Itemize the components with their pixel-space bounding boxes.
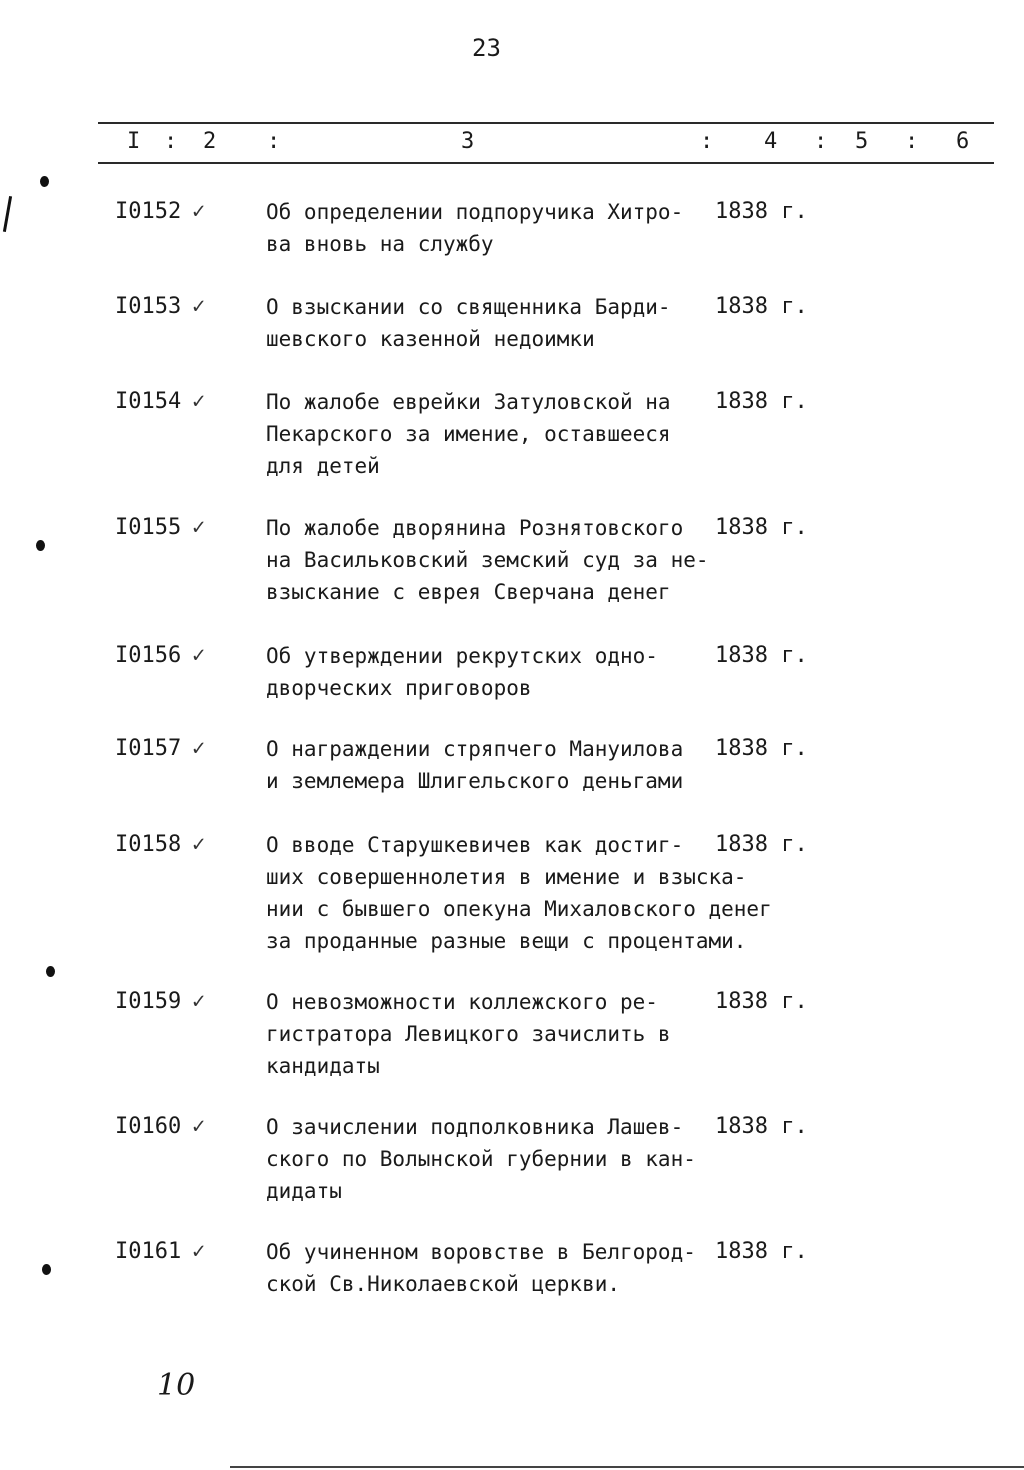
file-description: Об определении подпоручика Хитро- ва вновь на службу	[266, 200, 684, 256]
table-row	[0, 1111, 1024, 1231]
checkmark-icon: ✓	[192, 389, 206, 414]
column-header-6: 6	[956, 129, 970, 154]
file-year: 1838 г.	[715, 389, 808, 414]
file-description: Об учиненном воровстве в Белгород- ской Св.Николаевской церкви.	[266, 1240, 696, 1296]
table-header-bottom-rule	[98, 162, 994, 164]
file-year: 1838 г.	[715, 515, 808, 540]
column-header-1: I	[127, 129, 141, 154]
file-description: О награждении стряпчего Мануилова и землемера Шлигельского деньгами	[266, 737, 684, 793]
file-description: О невозможности коллежского ре- гистратора Левицкого зачислить в кандидаты	[266, 990, 671, 1078]
column-separator: :	[814, 129, 828, 154]
column-header-3: 3	[461, 129, 475, 154]
checkmark-icon: ✓	[192, 515, 206, 540]
file-description: О взыскании со священника Барди- шевского казенной недоимки	[266, 295, 671, 351]
file-number: I0159	[115, 989, 182, 1014]
file-year: 1838 г.	[715, 1114, 808, 1139]
file-number: I0155	[115, 515, 182, 540]
binder-hole-mark	[36, 540, 45, 551]
file-number: I0161	[115, 1239, 182, 1264]
file-year: 1838 г.	[715, 832, 808, 857]
file-number: I0160	[115, 1114, 182, 1139]
binder-hole-mark	[42, 1264, 51, 1275]
table-row	[0, 512, 1024, 632]
checkmark-icon: ✓	[192, 736, 206, 761]
file-description: О зачислении подполковника Лашев- ского по Волынской губернии в кан- дидаты	[266, 1115, 696, 1203]
binder-hole-mark	[46, 966, 55, 977]
handwritten-annotation: 10	[157, 1368, 196, 1403]
file-description: По жалобе дворянина Рознятовского на Васильковский земский суд за не- взыскание с еврея Сверчана денег	[266, 516, 709, 604]
file-description: Об утверждении рекрутских одно- дворческих приговоров	[266, 644, 658, 700]
table-row	[0, 986, 1024, 1106]
checkmark-icon: ✓	[192, 294, 206, 319]
file-number: I0154	[115, 389, 182, 414]
file-number: I0157	[115, 736, 182, 761]
checkmark-icon: ✓	[192, 199, 206, 224]
table-row	[0, 1236, 1024, 1356]
checkmark-icon: ✓	[192, 1239, 206, 1264]
column-separator: :	[905, 129, 919, 154]
checkmark-icon: ✓	[192, 832, 206, 857]
column-separator: :	[164, 129, 178, 154]
file-year: 1838 г.	[715, 1239, 808, 1264]
column-header-4: 4	[764, 129, 778, 154]
binder-hole-mark	[40, 176, 49, 187]
file-year: 1838 г.	[715, 294, 808, 319]
file-year: 1838 г.	[715, 989, 808, 1014]
column-header-5: 5	[855, 129, 869, 154]
checkmark-icon: ✓	[192, 643, 206, 668]
file-year: 1838 г.	[715, 643, 808, 668]
file-number: I0152	[115, 199, 182, 224]
column-header-2: 2	[203, 129, 217, 154]
table-row	[0, 829, 1024, 953]
page-bottom-edge	[230, 1466, 1024, 1468]
column-separator: :	[700, 129, 714, 154]
file-number: I0158	[115, 832, 182, 857]
table-row	[0, 386, 1024, 506]
checkmark-icon: ✓	[192, 989, 206, 1014]
checkmark-icon: ✓	[192, 1114, 206, 1139]
file-number: I0156	[115, 643, 182, 668]
column-separator: :	[267, 129, 281, 154]
file-year: 1838 г.	[715, 199, 808, 224]
page-number: 23	[472, 34, 501, 62]
file-number: I0153	[115, 294, 182, 319]
file-description: О вводе Старушкевичев как достиг- ших совершеннолетия в имение и взыска- нии с бывшего опекуна Михаловского денег за проданные разные вещи с процентами.	[266, 833, 772, 953]
file-year: 1838 г.	[715, 736, 808, 761]
table-header-top-rule	[98, 122, 994, 124]
file-description: По жалобе еврейки Затуловской на Пекарского за имение, оставшееся для детей	[266, 390, 671, 478]
